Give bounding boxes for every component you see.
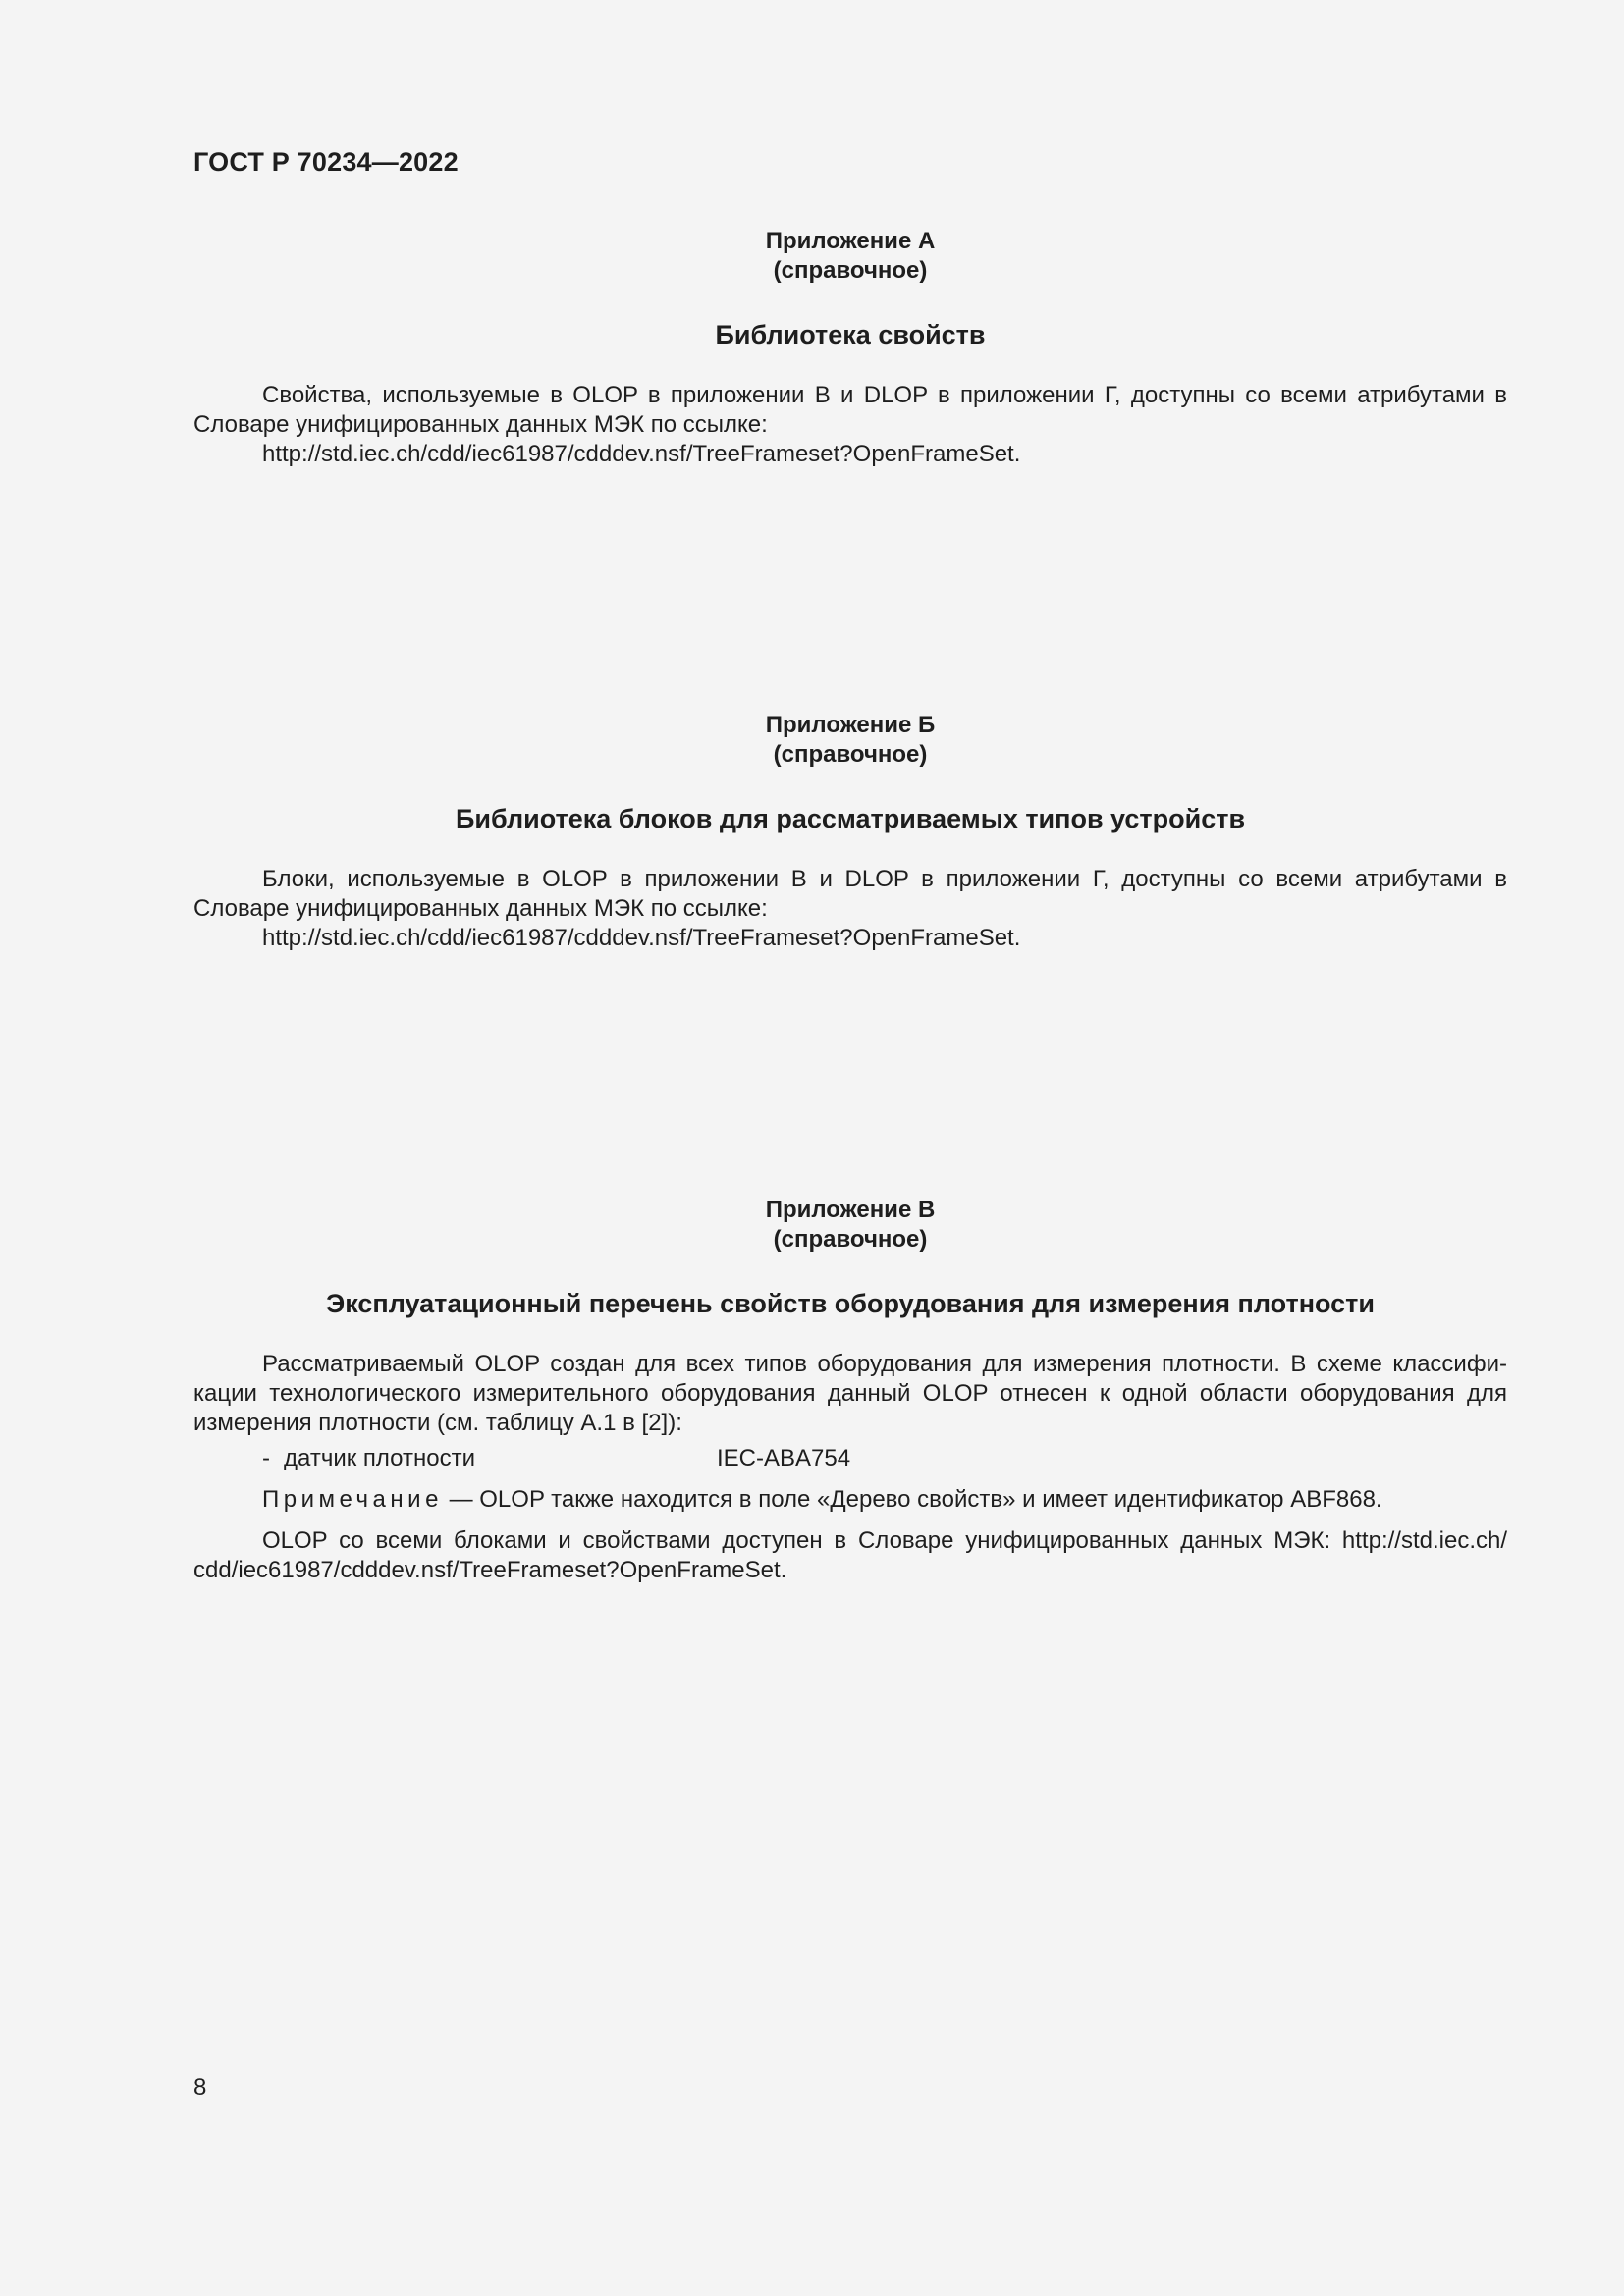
list-item bbox=[193, 1444, 1507, 1473]
appendix-b-type: (справочное) bbox=[773, 741, 928, 768]
list-item-name: датчик плотности bbox=[284, 1445, 475, 1471]
appendix-a-url: http://std.iec.ch/cdd/iec61987/cdddev.nsf/TreeFrameset?OpenFrameSet. bbox=[262, 441, 1021, 467]
appendix-a bbox=[193, 227, 1507, 469]
appendix-v-paragraph: Рассматриваемый OLOP создан для всех типов оборудования для измерения плотности. В схеме классификации технологического измерительного оборудования данный OLOP отнесен к одной области оборудования для измерения плотности (см. таблицу А.1 в [2]): bbox=[193, 1351, 1507, 1436]
appendix-v-label: Приложение В bbox=[765, 1197, 936, 1223]
appendix-v-type: (справочное) bbox=[773, 1226, 928, 1253]
appendix-v bbox=[193, 1196, 1507, 1585]
appendix-a-type: (справочное) bbox=[773, 257, 928, 284]
appendix-b-label: Приложение Б bbox=[765, 712, 936, 738]
appendix-b-title: Библиотека блоков для рассматриваемых типов устройств bbox=[455, 804, 1246, 833]
note-text: — OLOP также находится в поле «Дерево свойств» и имеет идентификатор ABF868. bbox=[442, 1486, 1382, 1513]
appendix-b-paragraph: Блоки, используемые в OLOP в приложении В и DLOP в приложении Г, доступны со всеми атрибутами в Словаре унифицированных данных МЭК по ссылке: bbox=[193, 866, 1507, 922]
note-label: Примечание bbox=[262, 1486, 443, 1513]
appendix-a-label: Приложение А bbox=[765, 228, 936, 254]
document-page bbox=[193, 0, 1507, 2296]
appendix-a-paragraph: Свойства, используемые в OLOP в приложении В и DLOP в приложении Г, доступны со всеми атрибутами в Словаре унифицированных данных МЭК по ссылке: bbox=[193, 382, 1507, 438]
list-item-dash: - bbox=[262, 1445, 270, 1471]
page-number: 8 bbox=[193, 2074, 207, 2101]
document-code-header: ГОСТ Р 70234—2022 bbox=[193, 147, 459, 177]
appendix-v-closing-paragraph: OLOP со всеми блоками и свойствами доступен в Словаре унифицированных данных МЭК: http://std.iec.ch/​cdd/iec61987/cdddev.nsf/TreeFrameset?OpenFrameSet. bbox=[193, 1527, 1507, 1583]
appendix-v-title: Эксплуатационный перечень свойств оборудования для измерения плотности bbox=[326, 1289, 1375, 1318]
appendix-b bbox=[193, 711, 1507, 953]
note bbox=[193, 1485, 1507, 1515]
appendix-a-title: Библиотека свойств bbox=[715, 320, 986, 349]
appendix-b-url: http://std.iec.ch/cdd/iec61987/cdddev.nsf/TreeFrameset?OpenFrameSet. bbox=[262, 925, 1021, 951]
list-item-code: IEC-ABA754 bbox=[717, 1445, 851, 1471]
